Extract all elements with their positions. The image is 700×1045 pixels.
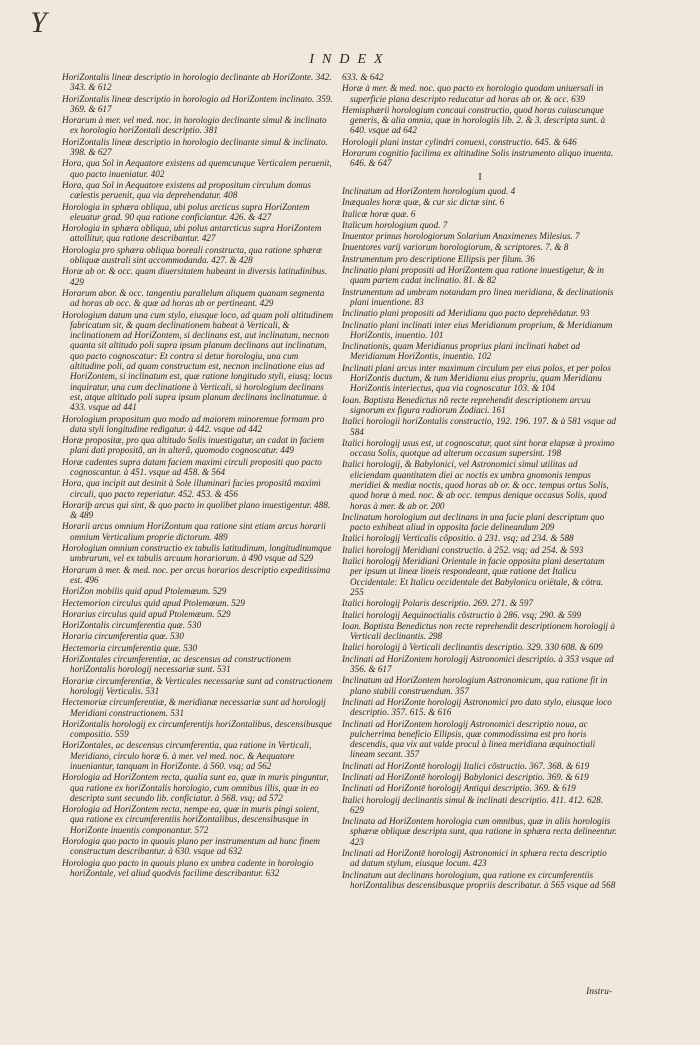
index-entry: Hora, qua incipit aut desinit à Sole illuminari facies propositâ maximi circuli, quo pacto reperiatur. 452. 453. & 456 (62, 478, 321, 499)
index-entry: Horologia pro sphæra obliqua boreali constructa, qua ratione sphæræ obliquæ australi sint accommodanda. 427. & 428 (62, 244, 323, 266)
index-entry: Horologia quo pacto in quouis plano per instrumentum ad hunc finem constructum describantur. à 630. vsque ad 632 (62, 836, 320, 857)
index-entry: HoriZontalis horologij ex circumferentijs horiZontalibus, descensibusque compositio. 559 (62, 718, 332, 740)
index-entry: Inclinatum aut declinans horologium, qua ratione ex circumferentiis horiZontalibus descensibusque propriis describatur. à 565 vsque ad 568 (342, 869, 616, 890)
index-entry: Horæ à mer. & med. noc. quo pacto ex horologio quodam uniuersali in superficie plana descripto reducatur ad horas ab or. & occ. 639 (342, 83, 604, 104)
index-entry: HoriZontalis lineæ descriptio in horologio ad HoriZontem inclinato. 359. 369. & 617 (62, 93, 333, 114)
index-entry: Horæ cadentes supra datam faciem maximi circuli propositi quo pacto cognoscantur. à 451. vsque ad 458. & 564 (62, 456, 322, 477)
index-entry: Inclinati ad HoriZontē horologij Italici cõstructio. 367. 368. & 619 (342, 760, 590, 771)
index-entry: HoriZontalis circumferentia quæ. 530 (62, 620, 202, 631)
index-entry: Italici horologij Aequinoctialis cõstructio à 286. vsq; 290. & 599 (342, 609, 582, 620)
index-entry: Horariþ arcus qui sint, & quo pacto in quolibet plano inuestigentur. 488. & 489 (62, 499, 331, 521)
index-entry: Inclinati plani arcus inter maximum circulum per eius polos, et per polos HoriZontis ductum, & tum Meridianu eius propriu, quam Meridianu HoriZontis interiectus, qua via cognoscatur 103. & 104 (342, 362, 611, 394)
index-entry: Inclinati ad HoriZontē horologij Astronomici in sphæra recta descriptio ad datum stylum, eiusque locum. 423 (342, 848, 607, 869)
section-letter: I (478, 171, 482, 183)
index-entry: Instrumentum ad umbram notandam pro linea meridiana, & declinationis plani inuentione. 83 (342, 286, 614, 307)
index-entry: Italici horologij Meridiani Orientale in facie opposita plani desertatam per ipsum ut lineæ lineis respondeant, quæ ratione det Italicu Occidentale: Et Italicu occidentale det Babylonicu oriëtale, & cötra. 255 (342, 556, 605, 597)
index-entry: Hora, qua Sol in Aequatore existens ad quemcunque Verticalem peruenit, quo pacto inueniatur. 402 (62, 158, 332, 179)
index-entry: Inclinatum ad HoriZontem horologium quod. 4 (342, 185, 516, 196)
index-entry: Horologia ad HoriZontem recta, qualia sunt ea, quæ in muris pinguntur, qua ratione ex horiZontalis horologio, cum omnibus illis, quæ in eo descripta sunt secundo lib. conficiatur. à 568. vsq; ad 572 (62, 772, 329, 803)
index-entry: Italici horologij Verticalis cõpositio. à 231. vsq; ad 234. & 588 (342, 533, 574, 544)
index-entry: Ioan. Baptista Benedictus nõ recte reprehendit descriptionem arcuu signorum ex figura radiorum Zodiaci. 161 (342, 394, 591, 415)
index-entry: Horologium datum una cum stylo, eiusque loco, ad quam poli altitudinem fabricatum sit, & quam declinationem habeat à Verticali, & inclinationem ad HoriZontem, si declinans est, aut inclinatum, necnon quanta sit altitudo poli supra ipsum planum declinans aut inclinatum, quo pacto cognoscatur: Et contra si detur horologiu, una cum altitudine poli, ad quam constructum est, necnon inclinatione eius ad HoriZontem, si inclinatum est, quæ ratione longitudo styli, eiusq; locus inquiratur, una cum declinatione à Verticali, si horologium declinans est, atque altitudo poli supra ipsum planum declinans inclinatumue. à 433. vsque ad 441 (62, 309, 334, 413)
index-entry: Inclinatum horologium aut declinans in una facie plani descriptum quo pacto exhibeat aliud in opposita facie delineandum 209 (342, 511, 605, 533)
index-entry: Inclinati ad HoriZontem horologij Astronomici descriptio. à 353 vsque ad 356. & 617 (342, 653, 614, 675)
index-entry: Inclinatio plani propositi ad HoriZontem qua ratione inuestigetur, & in quam partem cadat inclinatio. 81. & 82 (342, 265, 605, 286)
index-entry: Inclinati ad HoriZontem horologij Astronomici descriptio noua, ac pulcherrima beneficio Ellipsis, quæ commodissima est pro horis descendis, qua vix aut valde procul à linea meridiana æquinoctiali lineam secant. 357 (342, 718, 596, 760)
index-entry: Horologium omnium constructio ex tabulis latitudinum, longitudinumque umbrarum, vel ex tabulis arcuum horariorum. à 490 vsque ad 529 (62, 543, 332, 564)
index-entry: Hora, qua Sol in Aequatore existens ad propositum circulum domus cælestis peruenit, qua via deprehendatur. 408 (62, 179, 311, 201)
index-entry: Horarum abor. & occ. tangentiu parallelum aliquem quanam segmenta ad horas ab occ. & quæ ad horas ab or pertineant. 429 (62, 287, 325, 309)
index-entry: Horologium propositum quo modo ad maiorem minoremue formam pro data styli longitudine redigatur. à 442. vsque ad 442 (62, 413, 325, 434)
index-entry: Horæ ab or. & occ. quam diuersitatem habeant in diversis latitudinibus. 429 (62, 266, 328, 287)
right-column-entries (342, 186, 618, 890)
index-entry: Inclinati ad HoriZontē horologij Babylonici descriptio. 369. & 619 (342, 772, 589, 782)
index-entry: Italici horologij Polaris descriptio. 269. 271. & 597 (342, 598, 534, 609)
index-entry: 633. & 642 (342, 72, 384, 82)
index-entry: Horariæ circumferentiæ, & Verticales necessariæ sunt ad constructionem horologij Verticalis. 531 (62, 675, 333, 696)
left-column (62, 72, 334, 879)
index-entry: Ioan. Baptista Benedictus non recte reprehendit descriptionem horologij à Verticali declinantis. 298 (342, 620, 615, 642)
index-entry: HoriZontalis lineæ descriptio in horologio declinante simul & inclinato. 398. & 627 (62, 136, 328, 158)
index-entry: Horologia quo pacto in quouis plano ex umbra cadente in horologio horiZontale, vel aliud quodvis facilime describantur. 632 (62, 857, 314, 878)
index-entry: HoriZontales circumferentiæ, ac descensus ad constructionem horiZontalis horologij necessariæ sunt. 531 (62, 654, 291, 675)
index-entry: Horarum à mer. vel med. noc. in horologio declinante simul & inclinato ex horologio horiZontali descriptio. 381 (62, 115, 327, 136)
right-column-continuation (342, 72, 618, 169)
index-entry: Horologia ad HoriZontem recta, nempe ea, quæ in muris pingi solent, qua ratione ex circumferentiis horiZontalibus, descensibusque in HoriZonte inuentis componantur. 572 (62, 804, 320, 835)
index-entry: Hectemorion circulus quid apud Ptolemæum. 529 (62, 597, 245, 608)
index-entry: Horarius circulus quid apud Ptolemæum. 529 (62, 608, 231, 619)
index-entry: Inuentores varij variorum horologiorum, & scriptores. 7. & 8 (342, 242, 569, 253)
index-entry: Italicum horologium quod. 7 (342, 219, 448, 230)
index-entry: Inæquales horæ quæ, & cur sic dictæ sint. 6 (342, 197, 505, 208)
index-entry: Inclinatio plani propositi ad Meridianu quo pacto deprehēdatur. 93 (342, 308, 590, 319)
index-entry: Italici horologij usus est, ut cognoscatur, quot sint horæ elapsæ à proximo occasu Solis, quotque ad alterum occasum supersint. 198 (342, 437, 615, 459)
index-entry: Inuentor primus horologiorum Solarium Anaximenes Milesius. 7 (342, 231, 580, 242)
index-entry: Hemisphærii horologium concaui constructio, quod horas cuiuscunque generis, & alia omnia, quæ in horologiis lib. 2. & 3. descripta sunt. à 640. vsque ad 642 (342, 104, 606, 136)
index-entry: Inclinationis, quam Meridianus proprius plani inclinati habet ad Meridianum HoriZontis, inuentio. 102 (342, 341, 581, 362)
index-entry: Hectemoriæ circumferentiæ, & meridianæ necessariæ sunt ad horologij Meridiani constructionem. 531 (62, 697, 326, 718)
index-entry: HoriZontalis lineæ descriptio in horologio declinante ab HoriZonte. 342. 343. & 612 (62, 72, 332, 93)
index-entry: Hectemoria circumferentia quæ. 530 (62, 642, 198, 653)
index-entry: Inclinati ad HoriZontē horologij Antiqui descriptio. 369. & 619 (342, 783, 576, 794)
index-entry: Italici horologii horiZontalis constructio, 192. 196. 197. & à 581 vsque ad 584 (342, 416, 617, 437)
index-entry: Inclinata ad HoriZontem horologia cum omnibus, quæ in aliis horologiis sphæræ obliquæ descripta sunt, qua ratione in sphæra recta delineentur. 423 (342, 816, 617, 847)
index-entry: Horologia in sphæra obliqua, ubi polus arcticus supra HoriZontem eleuatur grad. 90 qua ratione conficiantur. 426. & 427 (62, 201, 310, 222)
index-entry: Inclinatum ad HoriZontem horologium Astronomicum, qua ratione fit in plano stabili construendum. 357 (342, 675, 608, 696)
index-entry: Horarii arcus omnium HoriZontum qua ratione sint etiam arcus horarii omnium Verticalium proprie dictorum. 489 (62, 521, 326, 542)
right-column (342, 72, 618, 891)
index-entry: Inclinatio plani inclinati inter eius Meridianum proprium, & Meridianum HoriZontis, inuentio. 101 (342, 319, 613, 340)
index-entry: Italici horologij Meridiani constructio. à 252. vsq; ad 254. & 593 (342, 544, 584, 555)
index-entry: Horæ propositæ, pro qua altitudo Solis inuestigatur, an cadat in faciem plani dati propositâ, an in alterâ, quomodo cognoscatur. 449 (62, 435, 325, 456)
index-entry: Horologia in sphæra obliqua, ubi polus antarcticus supra HoriZontem attollitur, qua ratione describantur. 427 (62, 223, 322, 244)
page-header: INDEX (309, 52, 391, 67)
index-entry: Italici horologij declinantis simul & inclinati descriptio. 411. 412. 628. 629 (342, 794, 604, 815)
catchword: Instru- (586, 987, 612, 997)
index-entry: Italicæ horæ quæ. 6 (342, 208, 416, 219)
index-entry: Horarum cognitio facilima ex altitudine Solis instrumento aliquo inuenta. 646. & 647 (342, 148, 614, 169)
index-entry: Italici horologij à Verticali declinantis descriptio. 329. 330 608. & 609 (342, 642, 603, 653)
index-entry: Horologii plani instar cylindri conuexi, constructio. 645. & 646 (342, 136, 577, 147)
index-entry: HoriZontales, ac descensus circumferentia, qua ratione in Verticali, Meridiano, circulo horæ 6. à mer. vel med. noc. & Aequatore inueniantur, tanquam in HoriZonte. à 560. vsq; ad 562 (62, 740, 312, 771)
index-entry: HoriZon mobilis quid apud Ptolemæum. 529 (62, 586, 227, 597)
index-entry: Horaria circumferentia quæ. 530 (62, 631, 184, 642)
index-entry: Italici horologij, & Babylonici, vel Astronomici simul utilitas ad eliciendam quantitatem diei ac noctis ex umbra gnomonis tempus meridiei & mediæ noctis, quod horas ab or. & occ. tempus ortus Solis, quod horæ à med. noc. & ab occ. tempus denique occasus Solis, quod horas à mer. & ab or. 200 (342, 459, 609, 511)
index-entry: Inclinati ad HoriZonte horologij Astronomici pro dato stylo, eiusque loco descriptio. 357. 615. & 616 (342, 696, 612, 718)
index-entry: Instrumentum pro descriptione Ellipsis per filum. 36 (342, 253, 535, 264)
corner-signature-mark: Y (30, 6, 47, 39)
index-entry: Horarum à mer. & med. noc. per arcus horarios descriptio expeditissima est. 496 (62, 564, 331, 585)
